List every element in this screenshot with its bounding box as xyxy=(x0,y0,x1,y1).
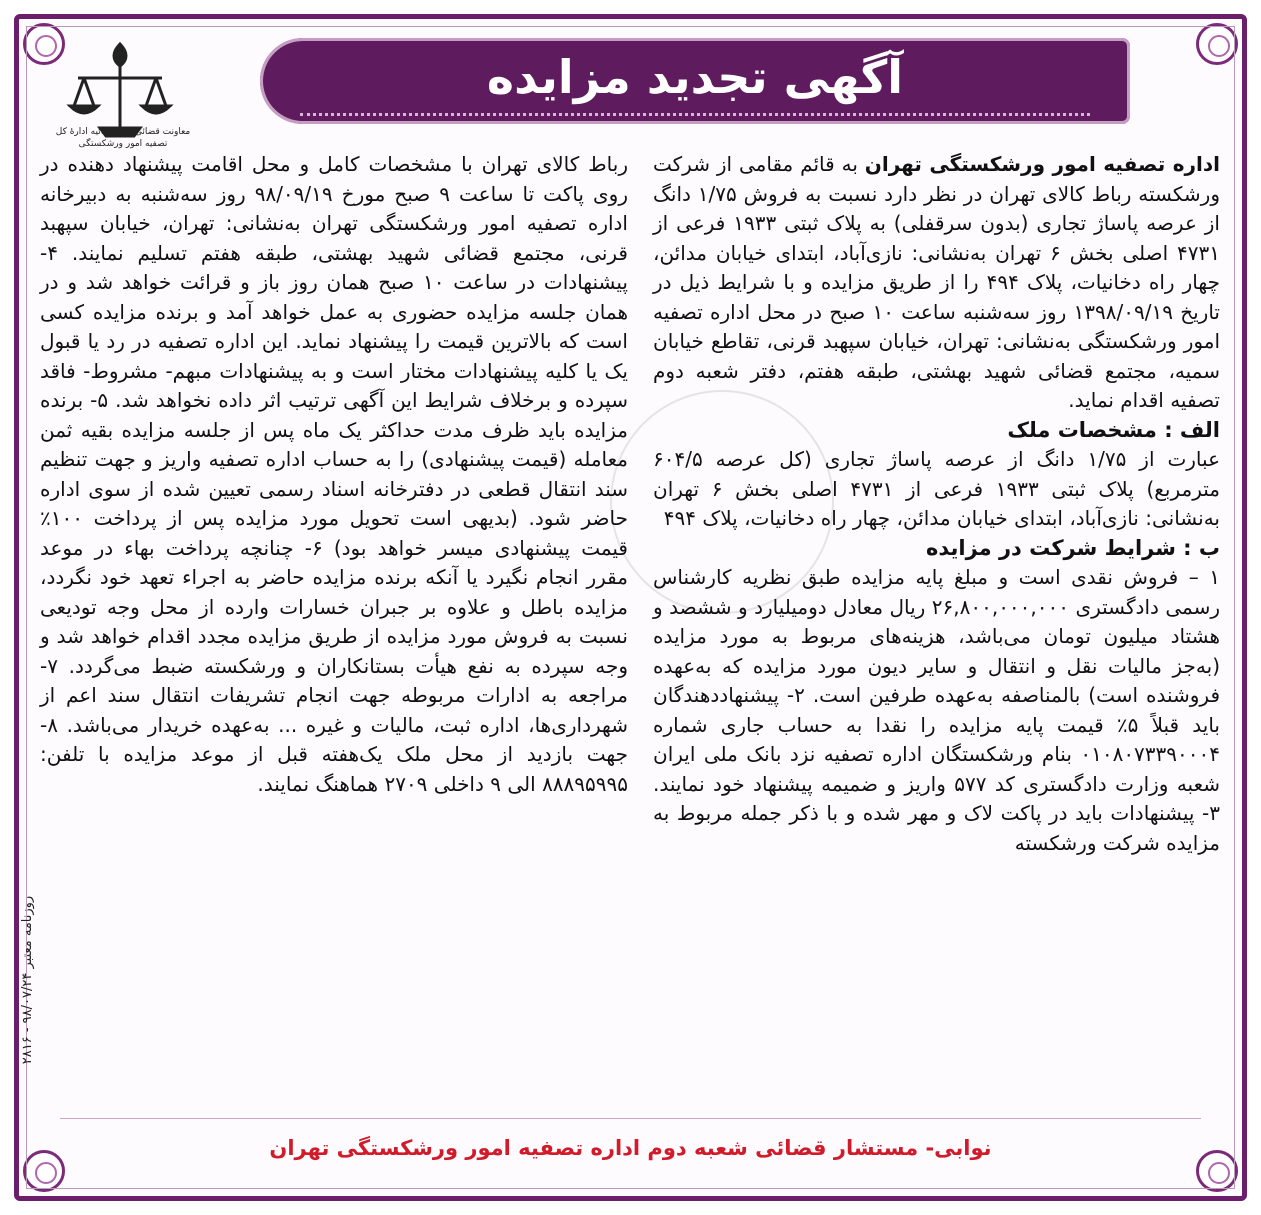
intro-text: به قائم مقامی از شرکت ورشکسته رباط کالای تهران در نظر دارد نسبت به فروش ۱/۷۵ دانگ از عرصه پاساژ تجاری (بدون سرقفلی) به پلاک ثبتی ۱۹۳۳ فرعی از ۴۷۳۱ اصلی بخش ۶ تهران به‌نشانی: نازی‌آباد، ابتدای خیابان مدائن، چهار راه دخانیات، پلاک ۴۹۴ را از طریق مزایده و با شرایط ذیل در تاریخ ۱۳۹۸/۰۹/۱۹ روز سه‌شنبه ساعت ۱۰ صبح در محل اداره تصفیه امور ورشکستگی به‌نشانی: تهران، خیابان سپهبد قرنی، تقاطع خیابان سمیه، مجتمع قضائی شهید بهشتی، طبقه هفتم، دفتر شعبه دوم تصفیه اقدام نماید. xyxy=(653,152,1220,412)
left-column xyxy=(40,150,628,799)
corner-ornament xyxy=(23,23,65,65)
section-a-heading: الف : مشخصات ملک xyxy=(1007,417,1220,442)
section-b-heading: ب : شرایط شرکت در مزایده xyxy=(925,535,1220,560)
intro-office-name: اداره تصفیه امور ورشکستگی تهران xyxy=(864,152,1221,176)
footer-divider xyxy=(60,1118,1201,1119)
corner-ornament xyxy=(1196,23,1238,65)
footer-signature: نوابی- مستشار قضائی شعبه دوم اداره تصفیه امور ورشکستگی تهران xyxy=(269,1136,992,1160)
section-a-text: عبارت از ۱/۷۵ دانگ از عرصه پاساژ تجاری (کل عرصه ۶۰۴/۵ مترمربع) پلاک ثبتی ۱۹۳۳ فرعی از ۴۷۳۱ اصلی بخش ۶ تهران به‌نشانی: نازی‌آباد، ابتدای خیابان مدائن، چهار راه دخانیات، پلاک ۴۹۴ xyxy=(653,447,1221,530)
intro-paragraph xyxy=(653,150,1220,416)
page-title: آگهی تجدید مزایده xyxy=(486,50,904,104)
title-banner xyxy=(260,38,1130,124)
right-column xyxy=(653,150,1220,858)
newspaper-side-note: روزنامه معتبر ۹۸/۰۷/۲۴ - ۲۸۱۶ xyxy=(20,895,35,1065)
continuation-text: رباط کالای تهران با مشخصات کامل و محل اقامت پیشنهاد دهنده در روی پاکت تا ساعت ۹ صبح مورخ ۹۸/۰۹/۱۹ روز سه‌شنبه به دبیرخانه اداره تصفیه امور ورشکستگی تهران به‌نشانی: تهران، خیابان سپهبد قرنی، مجتمع قضائی شهید بهشتی، طبقه هفتم تسلیم نمایند. ۴- پیشنهادات در ساعت ۱۰ صبح همان روز باز و قرائت خواهد شد و در همان جلسه مزایده حضوری به عمل خواهد آمد و برنده مزایده کسی است که بالاترین قیمت را پیشنهاد نماید. این اداره تصفیه در رد یا قبول یک یا کلیه پیشنهادات مختار است و به پیشنهادات مبهم- مشروط- فاقد سپرده و برخلاف شرایط این آگهی ترتیب اثر داده نخواهد شد. ۵- برنده مزایده باید ظرف مدت حداکثر یک ماه پس از جلسه مزایده بقیه ثمن معامله (قیمت پیشنهادی) را به حساب اداره تصفیه واریز و جهت تنظیم سند انتقال قطعی در دفترخانه اسناد رسمی تعیین شده از سوی اداره حاضر شود. (بدیهی است تحویل مورد مزایده پس از پرداخت ۱۰۰٪ قیمت پیشنهادی میسر خواهد بود) ۶- چنانچه پرداخت بهاء در موعد مقرر انجام نگیرد یا آنکه برنده مزایده حاضر به اجراء تعهد خود نگردد، مزایده باطل و علاوه بر جبران خسارات وارده از محل وجه تودیعی نسبت به فروش مورد مزایده از طریق مزایده مجدد اقدام خواهد شد و وجه سپرده به نفع هیأت بستانکاران و ورشکسته ضبط می‌گردد. ۷- مراجعه به ادارات مربوطه جهت انجام تشریفات انتقال سند اعم از شهرداری‌ها، اداره ثبت، مالیات و غیره ... به‌عهده خریدار می‌باشد. ۸- جهت بازدید از محل ملک یک‌هفته قبل از موعد مزایده با تلفن: ۸۸۸۹۵۹۹۵ الی ۹ داخلی ۲۷۰۹ هماهنگ نمایند. xyxy=(40,152,628,796)
emblem-caption: معاونت قضائی قوه قضائیه ادارهٔ کل تصفیه امور ورشکستگی xyxy=(55,127,191,149)
section-b-text: ۱ – فروش نقدی است و مبلغ پایه مزایده طبق نظریه کارشناس رسمی دادگستری ۲۶,۸۰۰,۰۰۰,۰۰۰ ریال معادل دومیلیارد و ششصد و هشتاد میلیون تومان می‌باشد، هزینه‌های مربوط به مورد مزایده (به‌جز مالیات نقل و انتقال و سایر دیون مورد مزایده که به‌عهده فروشنده است) بالمناصفه به‌عهده طرفین است. ۲- پیشنهاددهندگان باید قبلاً ۵٪ قیمت پایه مزایده را نقدا به حساب جاری شماره ۰۱۰۸۰۷۳۳۹۰۰۰۴ بنام ورشکستگان اداره تصفیه نزد بانک ملی ایران شعبه وزارت دادگستری کد ۵۷۷ واریز و ضمیمه پیشنهاد خود نمایند. ۳- پیشنهادات باید در پاکت لاک و مهر شده و با ذکر جمله مربوط به مزایده شرکت ورشکسته xyxy=(653,565,1221,855)
banner-decoration xyxy=(300,109,1090,116)
